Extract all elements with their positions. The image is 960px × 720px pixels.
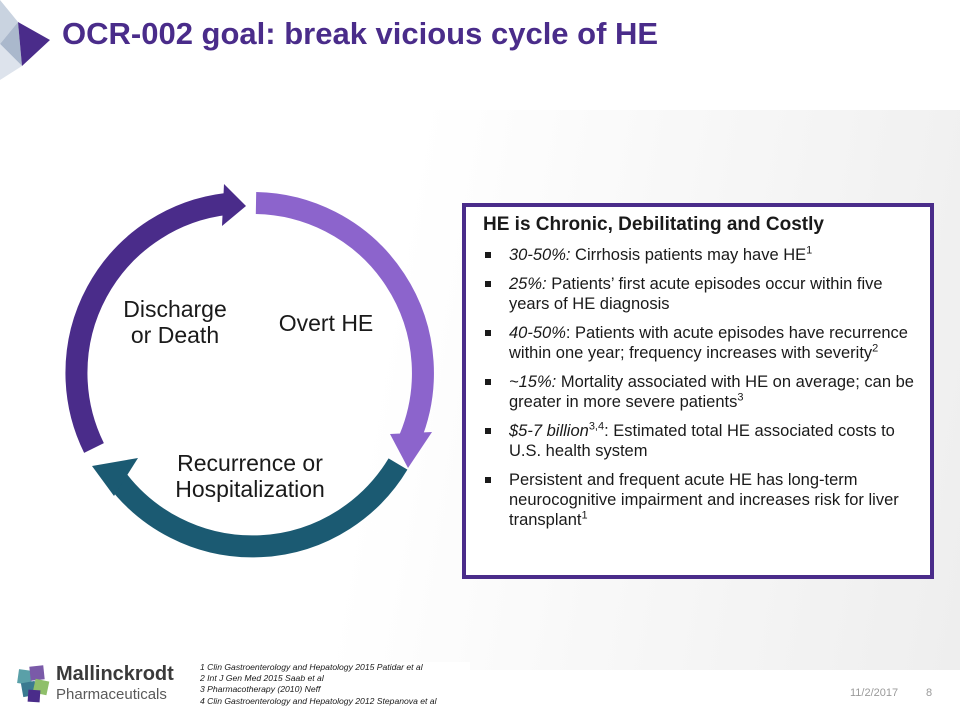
list-item: $5-7 billion$^{3,4}$: Estimated total HE associated costs to U.S. health system (483, 421, 916, 461)
corner-triangle-icon (0, 0, 60, 80)
references (200, 662, 470, 712)
page-number: 8 (926, 687, 933, 699)
logo-subtitle: Pharmaceuticals (56, 686, 167, 703)
list-item: 30-50%: Cirrhosis patients may have $HE^1$ (483, 245, 916, 265)
logo-mark-icon (16, 662, 52, 706)
he-facts-list (483, 245, 916, 530)
vicious-cycle-diagram (58, 176, 438, 616)
list-item: Persistent and frequent acute HE has long-term neurocognitive impairment and increases risk for liver transplant$^1$ (483, 470, 916, 530)
he-facts-box (462, 203, 934, 579)
slide-title: OCR-002 goal: break vicious cycle of HE (62, 16, 659, 51)
label-discharge-or-death: Discharge or Death (123, 296, 227, 348)
reference-item: 1 Clin Gastroenterology and Hepatology 2015 Patidar et al (200, 662, 423, 672)
footer-date: 11/2/2017 (850, 687, 899, 699)
discharge-arrowhead-icon (222, 184, 246, 226)
reference-item: 3 Pharmacotherapy (2010) Neff (200, 684, 321, 695)
logo-name: Mallinckrodt (56, 663, 174, 685)
overt-he-arrowhead-icon (390, 432, 432, 468)
list-item: 40-50%: Patients with acute episodes have recurrence within one year; frequency increases with severity$^2$ (483, 323, 916, 363)
reference-item: 4 Clin Gastroenterology and Hepatology 2012 Stepanova et al (200, 695, 437, 706)
list-item: 25%: Patients’ first acute episodes occur within five years of HE diagnosis (483, 274, 916, 314)
label-overt-he: Overt HE (278, 310, 374, 336)
label-recurrence-or-hospitalization: Recurrence or Hospitalization (175, 450, 325, 502)
list-item: ~15%: Mortality associated with HE on average; can be greater in more severe patients$^3$ (483, 372, 916, 412)
he-facts-heading: HE is Chronic, Debilitating and Costly (483, 214, 824, 235)
reference-item: 2 Int J Gen Med 2015 Saab et al (200, 673, 324, 684)
company-logo (16, 662, 176, 708)
